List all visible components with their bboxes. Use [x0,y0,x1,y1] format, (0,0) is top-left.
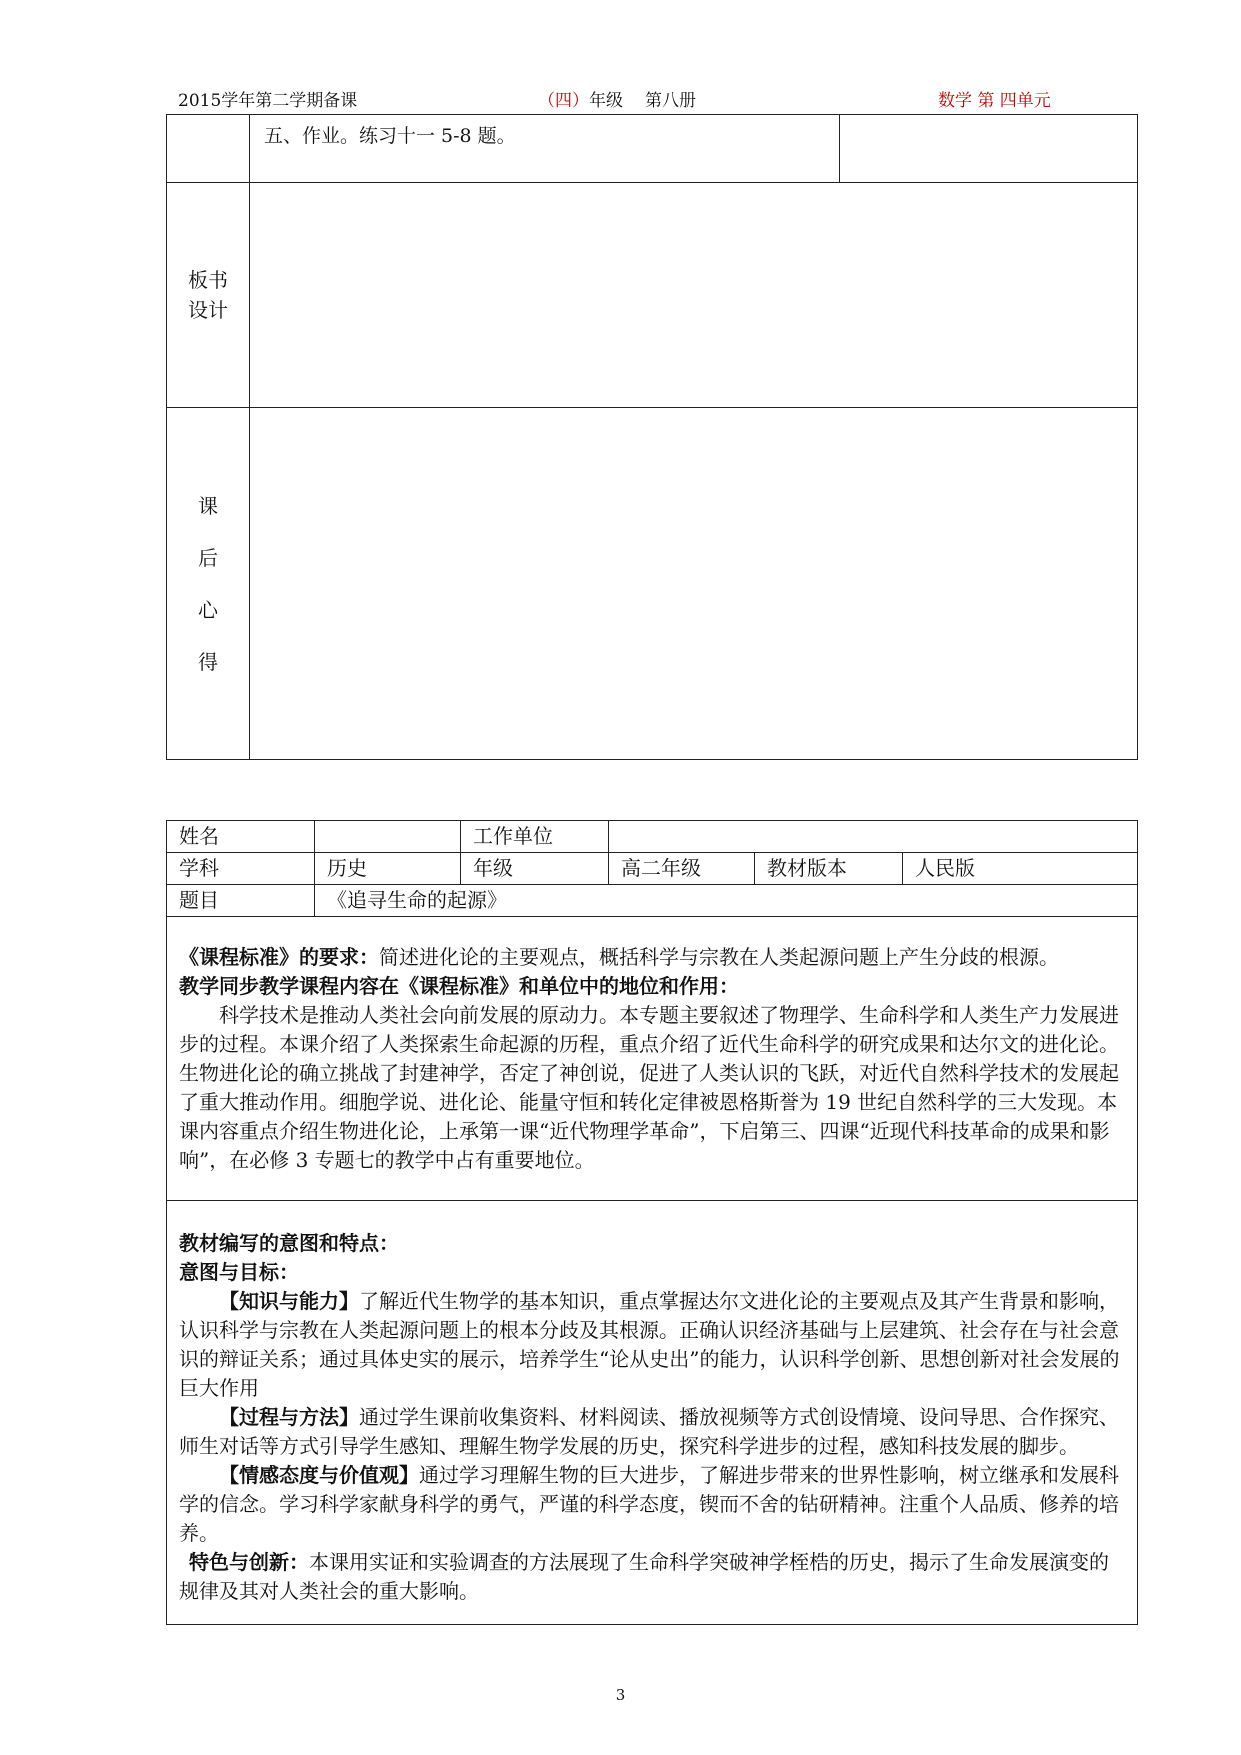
reflection-char: 后 [198,545,218,570]
header-term: 2015学年第二学期备课 [178,91,358,111]
info-table [166,820,1138,1625]
grade-label: 年级 [461,853,609,885]
header-grade-number: （四） [538,91,589,111]
standards-requirement [179,943,1127,972]
grade-value: 高二年级 [609,853,755,885]
homework-note-cell [840,115,1138,183]
homework-cell: 五、作业。练习十一 5-8 题。 [250,115,840,183]
reflection-label [167,408,250,760]
requirement-text: 简述进化论的主要观点，概括科学与宗教在人类起源问题上产生分歧的根源。 [379,945,1059,969]
name-value [315,821,461,853]
position-heading: 教学同步教学课程内容在《课程标准》和单位中的地位和作用： [179,974,739,998]
edition-label: 教材版本 [755,853,903,885]
header-grade [538,86,696,111]
intent-heading: 教材编写的意图和特点： [179,1231,399,1255]
name-label: 姓名 [167,821,315,853]
knowledge-text: 了解近代生物学的基本知识，重点掌握达尔文进化论的主要观点及其产生背景和影响，认识科学与宗教在人类起源问题上的根本分歧及其根源。正确认识经济基础与上层建筑、社会存在与社会意识的辩证关系；通过具体史实的展示，培养学生“论从史出”的能力，认识科学创新、思想创新对社会发展的巨大作用 [179,1289,1120,1400]
position-text: 科学技术是推动人类社会向前发展的原动力。本专题主要叙述了物理学、生命科学和人类生产力发展进步的过程。本课介绍了人类探索生命起源的历程，重点介绍了近代生命科学的研究成果和达尔文的进化论。生物进化论的确立挑战了封建神学，否定了神创说，促进了人类认识的飞跃，对近代自然科学技术的发展起了重大推动作用。细胞学说、进化论、能量守恒和转化定律被恩格斯誉为 19 世纪自然科学的三大发现。本课内容重点介绍生物进化论，上承第一课“近代物理学革命”，下启第三、四课“近现代科技革命的成果和影响”，在必修 3 专题七的教学中占有重要地位。 [179,1003,1119,1172]
edition-value: 人民版 [903,853,1138,885]
lesson-table [166,114,1138,760]
page-number: 3 [615,1686,626,1704]
reflection-char: 得 [198,649,218,674]
goals-heading: 意图与目标： [179,1260,299,1284]
feature-label: 特色与创新： [189,1550,309,1574]
process-goal [179,1403,1127,1461]
reflection-char: 心 [198,597,218,622]
page-header [178,86,1128,116]
header-book: 第八册 [645,91,696,111]
unit-label: 工作单位 [461,821,609,853]
board-design-cell [250,183,1138,408]
unit-value [609,821,1138,853]
feature-paragraph [179,1548,1127,1606]
reflection-cell [250,408,1138,760]
reflection-char: 课 [198,493,218,518]
feature-text: 本课用实证和实验调查的方法展现了生命科学突破神学桎梏的历史，揭示了生命发展演变的规律及其对人类社会的重大影响。 [179,1550,1109,1603]
knowledge-goal [179,1287,1127,1403]
subject-value: 历史 [315,853,461,885]
header-grade-word: 年级 [589,91,623,111]
subject-label: 学科 [167,853,315,885]
knowledge-label: 【知识与能力】 [219,1289,359,1313]
header-unit: 数学 第 四单元 [938,91,1051,111]
standards-cell [167,917,1138,1201]
emotion-label: 【情感态度与价值观】 [219,1463,419,1487]
board-label-line-2: 设计 [188,298,228,322]
topic-value: 《追寻生命的起源》 [315,885,1138,917]
intent-cell [167,1201,1138,1625]
board-design-label [167,183,250,408]
emotion-goal [179,1461,1127,1548]
emotion-text: 通过学习理解生物的巨大进步，了解进步带来的世界性影响，树立继承和发展科学的信念。学习科学家献身科学的勇气，严谨的科学态度，锲而不舍的钻研精神。注重个人品质、修养的培养。 [179,1463,1119,1545]
homework-label-cell [167,115,250,183]
board-label-line-1: 板书 [188,268,228,292]
topic-label: 题目 [167,885,315,917]
process-text: 通过学生课前收集资料、材料阅读、播放视频等方式创设情境、设问导思、合作探究、师生对话等方式引导学生感知、理解生物学发展的历史，探究科学进步的过程，感知科技发展的脚步。 [179,1405,1119,1458]
process-label: 【过程与方法】 [219,1405,359,1429]
requirement-heading: 《课程标准》的要求： [179,945,379,969]
